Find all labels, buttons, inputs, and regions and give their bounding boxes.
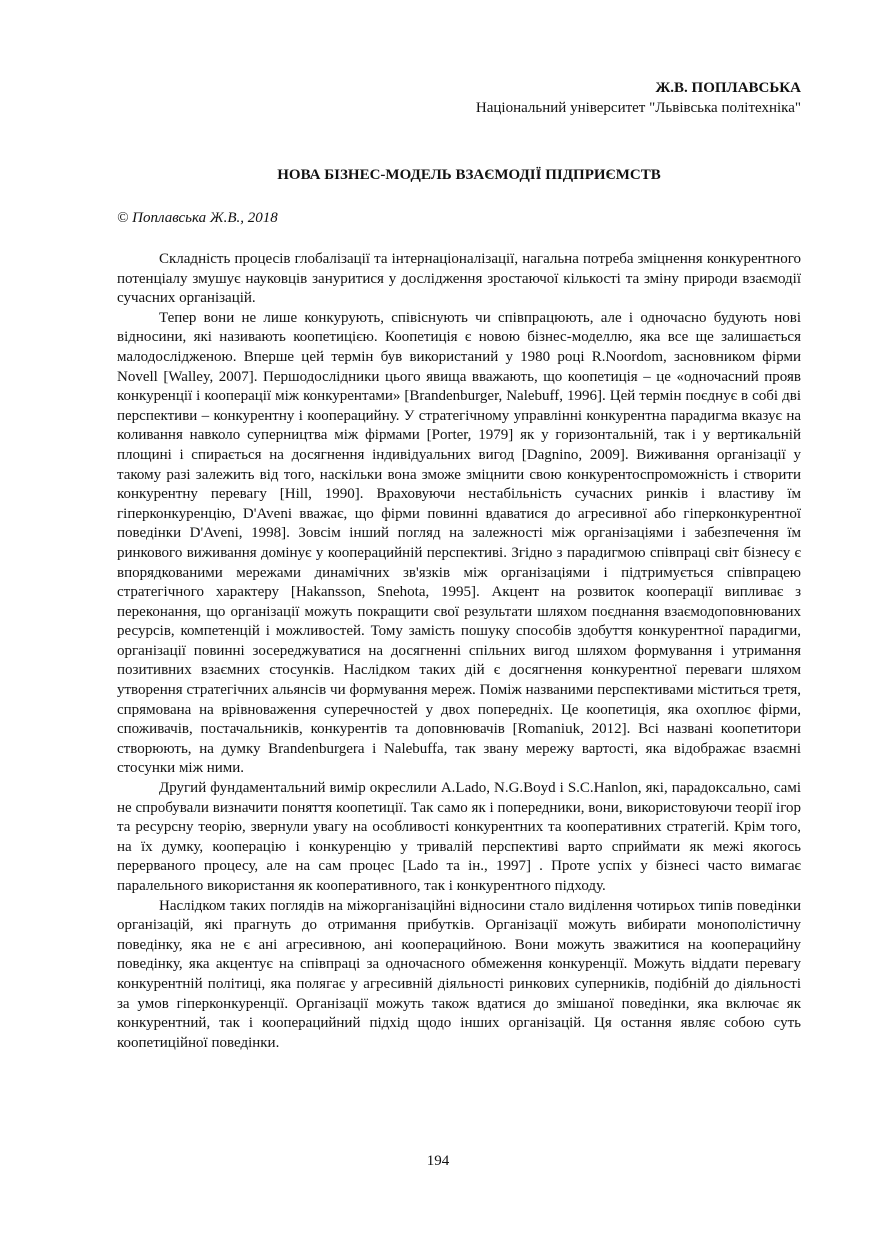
article-body (117, 250, 801, 1053)
copyright-line: © Поплавська Ж.В., 2018 (117, 210, 278, 226)
paragraph: Тепер вони не лише конкурують, співіснують чи співпрацюють, але і одночасно будують нові відносини, які називають коопетицією. Коопетиція є новою бізнес-моделлю, яка все ще залишається малодослідженою. Вперше цей термін був використаний у 1980 році R.Noordom, засновником фірми Novell [Walley, 2007]. Першодослідники цього явища вважають, що коопетиція – це «одночасний прояв конкуренції і кооперації між конкурентами» [Brandenburger, Nalebuff, 1996]. Цей термін поєднує в собі дві перспективи – конкурентну і кооперацийну. У стратегічному управлінні конкурентна парадигма вказує на коливання навколо суперництва між фірмами [Porter, 1979] як у горизонтальній, так і у вертикальній площині і спирається на досягнення індивідуальних вигод [Dagnino, 2009]. Виживання організації у такому разі залежить від того, наскільки вона зможе зміцнити свою конкурентоспроможність і створити конкурентну перевагу [Hill, 1990]. Враховуючи нестабільність сучасних ринків і властиву їм гіперконкуренцію, D'Aveni вважає, що фірми повинні вдаватися до агресивної або гіперконкурентної поведінки D'Aveni, 1998]. Зовсім інший погляд на залежності між організаціями і забезпечення їм ринкового виживання домінує у кооперацийній перспективі. Згідно з парадигмою співпраці світ бізнесу є впорядкованими мережами динамічних зв'язків між організаціями і підтримується співпрацею стратегічного характеру [Hakansson, Snehota, 1995]. Акцент на розвиток кооперації випливає з переконання, що організації можуть покращити свої результати шляхом поєднання взаємодоповнюваних ресурсів, компетенцій і можливостей. Тому замість пошуку способів здобуття конкурентної парадигми, організації повинні зосереджуватися на досягненні спільних вигод шляхом формування і утримання позитивних взаємних стосунків. Наслідком таких дій є досягнення конкурентної переваги шляхом утворення стратегічних альянсів чи формування мереж. Поміж названими перспективами міститься третя, спрямована на врівноваження суперечностей у двох попередніх. Це коопетиція, яка охоплює фірми, споживачів, постачальників, конкурентів та доповнювачів [Romaniuk, 2012]. Всі названі коопетитори створюють, на думку Brandenburgera і Nalebuffa, так звану мережу вартості, яка відображає взаємні стосунки між ними. (117, 309, 801, 777)
paragraph: Наслідком таких поглядів на міжорганізаційні відносини стало виділення чотирьох типів поведінки організацій, які прагнуть до отримання прибутків. Організації можуть вибирати монополістичну поведінку, яка не є ані агресивною, ані кооперацийною. Вони можуть зважитися на кооперацийну поведінку, яка акцентує на співпраці за одночасного обмеження конкуренції. Можуть віддати перевагу конкурентній політиці, яка полягає у агресивній діяльності ринкових суперників, подібній до діяльності за умов гіперконкуренції. Організації можуть також вдатися до змішаної поведінки, яка включає як конкурентний, так і кооперацийний підхід щодо інших організацій. Ця остання являє собою суть коопетиційної поведінки. (117, 897, 801, 1051)
page-number: 194 (426, 1153, 450, 1169)
paragraph: Другий фундаментальний вимір окреслили A.Lado, N.G.Boyd і S.C.Hanlon, які, парадоксально, самі не спробували визначити поняття коопетиції. Так само як і попередники, вони, використовуючи теорії ігор та ресурсну теорію, звернули увагу на особливості конкурентних та кооперативних стратегій. Крім того, на їх думку, кооперацію і конкуренцію у тривалій перспективі варто сприймати як межі якогось перерваного процесу, але на сам процес [Lado та ін., 1997] . Проте успіх у бізнесі часто вимагає паралельного використання як кооперативного, так і конкурентного підходу. (117, 780, 801, 894)
author-name: Ж.В. ПОПЛАВСЬКА (655, 80, 801, 96)
author-affiliation: Національний університет "Львівська політехніка" (475, 100, 801, 116)
article-title: НОВА БІЗНЕС-МОДЕЛЬ ВЗАЄМОДІЇ ПІДПРИЄМСТВ (277, 167, 661, 183)
document-page (117, 78, 801, 1053)
paragraph: Складність процесів глобалізації та інтернаціоналізації, нагальна потреба зміцнення конкурентного потенціалу змушує науковців зануритися у дослідження зростаючої кількості та зміну природи взаємодії сучасних організацій. (117, 251, 801, 307)
